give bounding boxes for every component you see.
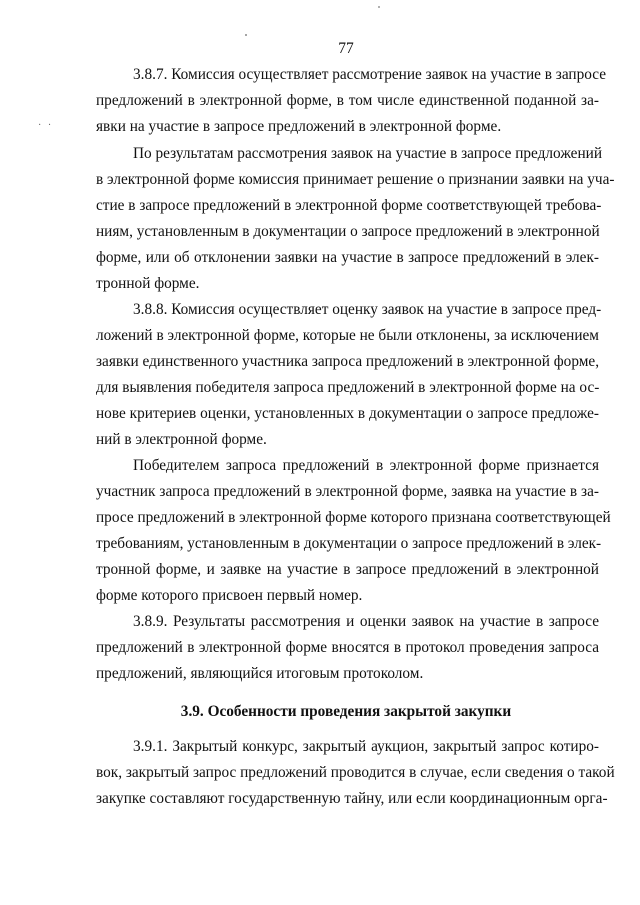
margin-mark: · ·	[38, 120, 54, 131]
scan-speck	[245, 34, 247, 36]
text-line: вок, закрытый запрос предложений проводится в случае, если сведения о такой	[96, 764, 615, 781]
text-line: просе предложений в электронной форме которого признана соответствующей	[96, 509, 611, 526]
text-line: По результатам рассмотрения заявок на участие в запросе предложений	[133, 145, 603, 162]
text-line: форме которого присвоен первый номер.	[96, 587, 363, 604]
text-line: нове критериев оценки, установленных в документации о запросе предложе-	[96, 405, 599, 422]
text-line: тронной форме, и заявке на участие в запросе предложений в электронной	[96, 561, 599, 578]
text-line: стие в запросе предложений в электронной форме соответствующей требова-	[96, 197, 602, 214]
text-line: предложений в электронной форме вносятся в протокол проведения запроса	[96, 639, 599, 656]
page-number: 77	[338, 40, 354, 57]
text-line: предложений в электронной форме, в том числе единственной поданной за-	[96, 92, 599, 109]
text-line: 3.9.1. Закрытый конкурс, закрытый аукцион, закрытый запрос котиро-	[133, 738, 599, 755]
text-line: явки на участие в запросе предложений в электронной форме.	[96, 118, 502, 135]
scan-speck	[378, 6, 380, 8]
text-line: в электронной форме комиссия принимает решение о признании заявки на уча-	[96, 171, 615, 188]
text-line: заявки единственного участника запроса предложений в электронной форме,	[96, 353, 600, 370]
text-line: 3.8.9. Результаты рассмотрения и оценки заявок на участие в запросе	[133, 613, 599, 630]
text-line: закупке составляют государственную тайну, или если координационным орга-	[96, 790, 608, 807]
text-line: ний в электронной форме.	[96, 431, 267, 448]
text-line: Победителем запроса предложений в электронной форме признается	[133, 457, 599, 474]
section-heading: 3.9. Особенности проведения закрытой закупки	[180, 703, 512, 720]
text-line: 3.8.7. Комиссия осуществляет рассмотрение заявок на участие в запросе	[133, 66, 607, 83]
text-line: форме, или об отклонении заявки на участие в запросе предложений в элек-	[96, 249, 599, 266]
text-line: участник запроса предложений в электронной форме, заявка на участие в за-	[96, 483, 599, 500]
text-line: ниям, установленным в документации о запросе предложений в электронной	[96, 223, 600, 240]
text-line: тронной форме.	[96, 275, 200, 292]
text-line: предложений, являющийся итоговым протоколом.	[96, 665, 424, 682]
text-line: требованиям, установленным в документации о запросе предложений в элек-	[96, 535, 602, 552]
text-line: для выявления победителя запроса предложений в электронной форме на ос-	[96, 379, 600, 396]
text-line: 3.8.8. Комиссия осуществляет оценку заявок на участие в запросе пред-	[133, 301, 602, 318]
text-line: ложений в электронной форме, которые не были отклонены, за исключением	[96, 327, 599, 344]
